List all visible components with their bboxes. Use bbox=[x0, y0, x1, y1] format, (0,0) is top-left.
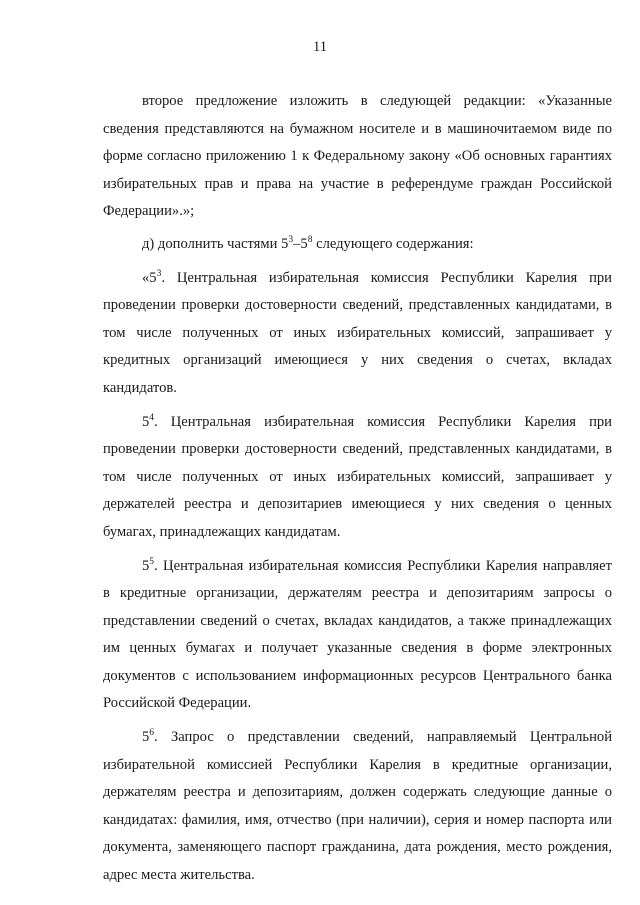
paragraph-text: –5 bbox=[293, 235, 308, 252]
paragraph-part-5-6 bbox=[103, 724, 612, 890]
paragraph-part-5-5 bbox=[103, 553, 612, 719]
paragraph-text: д) дополнить частями 5 bbox=[142, 235, 289, 252]
paragraph-text: следующего содержания: bbox=[312, 235, 474, 252]
paragraph-text: . Центральная избирательная комиссия Республики Карелия направляет в кредитные организации, держателям реестра и депозитариям запросы о представлении сведений о счетах, вкладах кандидатов, а также принадлежащих им ценных бумагах и получает указанные сведения в форме электронных документов с использованием информационных ресурсов Центрального банка Российской Федерации. bbox=[103, 557, 612, 712]
superscript: 8 bbox=[307, 234, 313, 245]
paragraph-text: второе предложение изложить в следующей редакции: «Указанные сведения представляются на бумажном носителе и в машиночитаемом виде по форме согласно приложению 1 к Федеральному закону «Об основных гарантиях избирательных прав и права на участие в референдуме граждан Российской Федерации».»; bbox=[103, 93, 612, 220]
paragraph-second-sentence bbox=[103, 88, 612, 226]
superscript: 4 bbox=[149, 412, 155, 423]
page-number: 11 bbox=[313, 39, 327, 55]
document-body bbox=[103, 88, 612, 890]
paragraph-text: . Центральная избирательная комиссия Республики Карелия при проведении проверки достоверности сведений, представленных кандидатами, в том числе полученных от иных избирательных комиссий, запрашивает у держателей реестра и депозитариев имеющиеся у них сведения о ценных бумагах, принадлежащих кандидатам. bbox=[103, 413, 612, 540]
paragraph-text: . Центральная избирательная комиссия Республики Карелия при проведении проверки достоверности сведений, представленных кандидатами, в том числе полученных от иных избирательных комиссий, запрашивает у кредитных организаций имеющиеся у них сведения о счетах, вкладах кандидатов. bbox=[103, 269, 612, 396]
paragraph-part-5-4 bbox=[103, 409, 612, 547]
paragraph-text: 5 bbox=[142, 729, 150, 746]
paragraph-part-5-3 bbox=[103, 265, 612, 403]
superscript: 3 bbox=[288, 234, 294, 245]
superscript: 5 bbox=[149, 556, 155, 567]
paragraph-text: 5 bbox=[142, 557, 150, 574]
paragraph-add-parts bbox=[103, 231, 612, 259]
paragraph-text: 5 bbox=[142, 413, 150, 430]
superscript: 3 bbox=[156, 268, 162, 279]
superscript: 6 bbox=[149, 728, 155, 739]
paragraph-text: . Запрос о представлении сведений, направляемый Центральной избирательной комиссией Республики Карелия в кредитные организации, держателям реестра и депозитариям, должен содержать следующие данные о кандидатах: фамилия, имя, отчество (при наличии), серия и номер паспорта или документа, заменяющего паспорт гражданина, дата рождения, место рождения, адрес места жительства. bbox=[103, 729, 612, 884]
paragraph-text: «5 bbox=[142, 269, 157, 286]
